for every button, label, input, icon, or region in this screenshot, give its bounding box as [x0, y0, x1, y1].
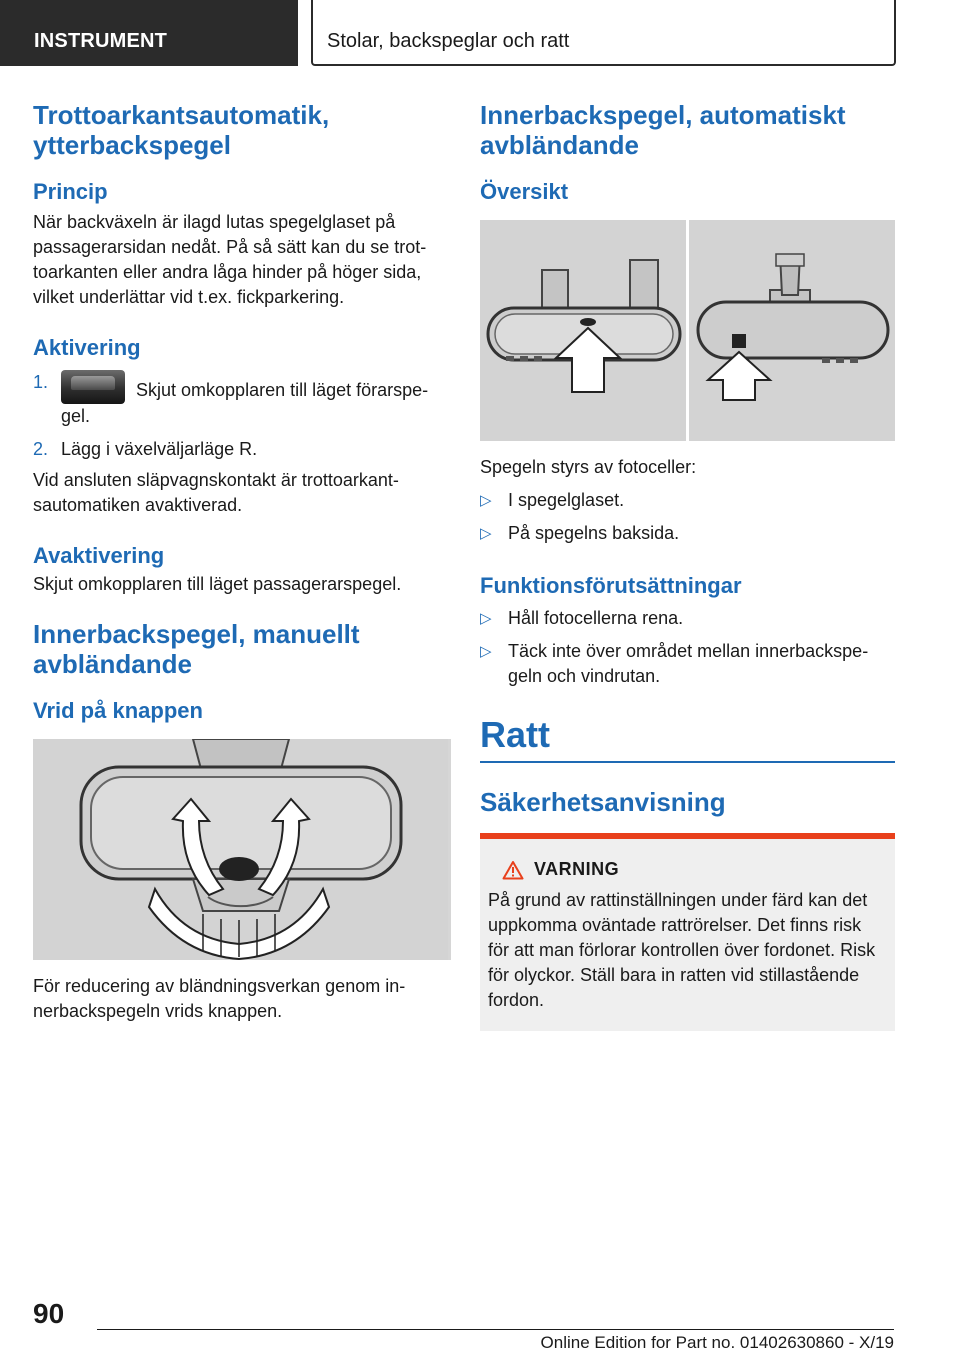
step-item — [33, 370, 451, 429]
triangle-bullet-icon: ▷ — [480, 643, 492, 660]
step-number: 1. — [33, 372, 49, 392]
manual-caption: För reducering av bländningsverkan genom innerbackspegeln vrids knappen. — [33, 976, 406, 1021]
heading-deactivation: Avaktivering — [33, 543, 165, 568]
section-title-manual-dimming: Innerbackspegel, manuellt avbländande — [33, 619, 360, 679]
heading-overview: Översikt — [480, 179, 569, 204]
principle-text: När backväxeln är ilagd lutas spegelglaset på passagerarsidan nedåt. På så sätt kan du se trottoarkanten eller andra låga hinder på höger sida, vilket underlättar vid t.ex. fickparkering. — [33, 212, 427, 307]
auto-mirror-illustration — [480, 220, 895, 441]
list-item-text: På spegelns baksida. — [508, 523, 680, 543]
warning-text: På grund av rattinställningen under färd kan det uppkomma oväntade rattrörelser. Det finns risk för att man förlorar kontrollen över fordonet. Risk för olyckor. Ställ bara in ratten vid stillastående fordon. — [488, 890, 876, 1010]
header-chapter-tab — [311, 0, 896, 66]
warning-triangle-icon — [502, 860, 524, 880]
step-number: 2. — [33, 439, 49, 459]
step-text: Skjut omkopplaren till läget förarspegel. — [61, 380, 429, 426]
mirror-switch-icon — [61, 370, 125, 404]
title-rule — [480, 761, 895, 763]
triangle-bullet-icon: ▷ — [480, 492, 492, 509]
list-item-text: Håll fotocellerna rena. — [508, 608, 684, 628]
right-column — [480, 100, 895, 1031]
footer-edition: Online Edition for Part no. 01402630860 - X/19 — [540, 1333, 894, 1352]
auto-mirror-figure — [480, 220, 895, 441]
auto-intro: Spegeln styrs av fotoceller: — [480, 457, 697, 477]
list-item — [480, 639, 895, 689]
page-number: 90 — [33, 1298, 65, 1329]
list-item — [480, 606, 895, 631]
photocell-list — [480, 488, 895, 546]
triangle-bullet-icon: ▷ — [480, 610, 492, 627]
section-title-steering-wheel: Ratt — [480, 714, 550, 755]
header-section-tab — [0, 0, 298, 66]
step-item — [33, 437, 451, 462]
step-text: Lägg i växelväljarläge R. — [61, 439, 258, 459]
warning-header — [502, 859, 887, 880]
header-section-label: INSTRUMENT — [34, 30, 168, 52]
left-column — [33, 100, 451, 1024]
triangle-bullet-icon: ▷ — [480, 525, 492, 542]
heading-activation: Aktivering — [33, 335, 141, 360]
activation-note: Vid ansluten släpvagnskontakt är trottoarkantsautomatiken avaktiverad. — [33, 470, 399, 515]
list-item — [480, 488, 895, 513]
list-item-text: I spegelglaset. — [508, 490, 625, 510]
manual-mirror-figure — [33, 739, 451, 960]
header-chapter-label: Stolar, backspeglar och ratt — [327, 30, 570, 52]
section-title-auto-dimming: Innerbackspegel, automatiskt avbländande — [480, 100, 846, 160]
activation-steps — [33, 370, 451, 462]
warning-label: VARNING — [534, 859, 620, 879]
heading-requirements: Funktionsförutsättningar — [480, 573, 742, 598]
requirements-list — [480, 606, 895, 689]
heading-turn-knob: Vrid på knappen — [33, 698, 203, 723]
warning-box — [480, 833, 895, 1031]
heading-principle: Princip — [33, 179, 108, 204]
list-item-text: Täck inte över området mellan innerbackspegeln och vindrutan. — [508, 641, 869, 686]
section-title-curb-function: Trottoarkantsautomatik, ytterbackspegel — [33, 100, 330, 160]
manual-mirror-illustration — [33, 739, 448, 960]
deactivation-text: Skjut omkopplaren till läget passagerarspegel. — [33, 574, 402, 594]
footer-rule — [97, 1329, 894, 1330]
list-item — [480, 521, 895, 546]
heading-safety: Säkerhetsanvisning — [480, 787, 726, 817]
